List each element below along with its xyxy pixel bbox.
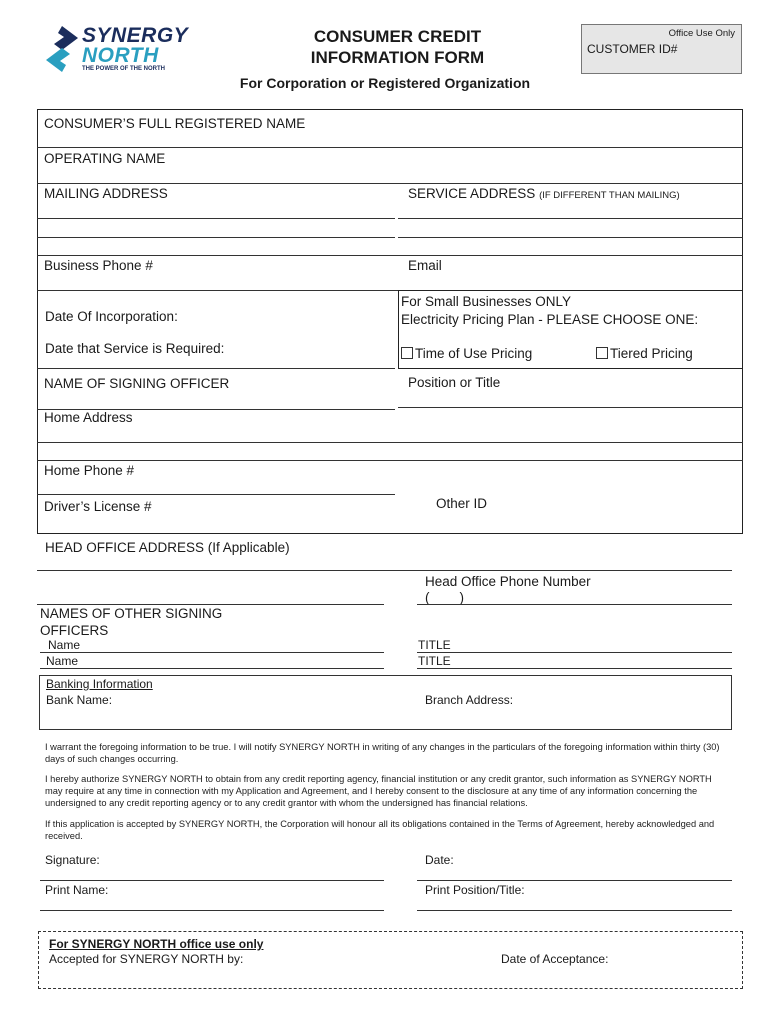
legal-paragraph-2: I hereby authorize SYNERGY NORTH to obtain from any credit reporting agency, financial institution or any credit grantor, such information as SYNERGY NORTH may require at any time in connection with my Application and Agreement, and I hereby consent to the disclosure at any time of any information concerning the undersigned to any credit reporting agency or to any credit grantor with whom the undersigned has financial relations.: [45, 774, 712, 808]
other-officers-heading: [40, 605, 222, 639]
other-officers-line2: OFFICERS: [40, 623, 109, 638]
office-use-heading: For SYNERGY NORTH office use only: [49, 937, 264, 951]
head-office-phone-label: Head Office Phone Number: [425, 574, 591, 589]
service-address-label: [408, 186, 680, 201]
mailing-address-label: MAILING ADDRESS: [44, 186, 168, 201]
date-service-label: Date that Service is Required:: [45, 341, 225, 356]
time-of-use-option[interactable]: [401, 346, 532, 361]
time-of-use-checkbox[interactable]: [401, 347, 413, 359]
other-officers-line1: NAMES OF OTHER SIGNING: [40, 606, 223, 621]
officer-title-1: TITLE: [418, 638, 451, 652]
small-business-label: For Small Businesses ONLY: [401, 294, 572, 309]
logo-mark-icon: [44, 24, 80, 74]
banking-heading: Banking Information: [46, 677, 153, 691]
pricing-plan-label: Electricity Pricing Plan - PLEASE CHOOSE ONE:: [401, 312, 699, 327]
accepted-by-label: Accepted for SYNERGY NORTH by:: [49, 952, 244, 966]
legal-paragraph-3: If this application is accepted by SYNERGY NORTH, the Corporation will honour all its obligations contained in the Terms of Agreement, hereby acknowledged and received.: [45, 819, 715, 841]
tiered-option[interactable]: [596, 346, 693, 361]
signing-officer-label: NAME OF SIGNING OFFICER: [44, 376, 230, 391]
company-logo: [44, 24, 204, 76]
service-address-note: (IF DIFFERENT THAN MAILING): [539, 190, 680, 201]
logo-line2: NORTH: [82, 44, 159, 67]
print-position-label: Print Position/Title:: [425, 883, 525, 897]
position-label: Position or Title: [408, 375, 501, 390]
signature-label: Signature:: [45, 853, 100, 867]
form-title: [285, 26, 510, 68]
title-line1: CONSUMER CREDIT: [313, 27, 482, 46]
officer-name-2: Name: [46, 654, 79, 668]
officer-name-1: Name: [48, 638, 81, 652]
legal-paragraph-1: I warrant the foregoing information to be true. I will notify SYNERGY NORTH in writing of any changes in the particulars of the foregoing information within thirty (30) days of such changes occurring.: [45, 742, 720, 764]
drivers-license-label: Driver’s License #: [44, 499, 152, 514]
officer-title-2: TITLE: [418, 654, 451, 668]
other-id-label: Other ID: [436, 496, 488, 511]
date-incorporation-label: Date Of Incorporation:: [45, 309, 178, 324]
customer-id-label: CUSTOMER ID#: [587, 42, 678, 56]
home-phone-label: Home Phone #: [44, 463, 135, 478]
business-phone-label: Business Phone #: [44, 258, 153, 273]
date-label: Date:: [425, 853, 454, 867]
tiered-checkbox[interactable]: [596, 347, 608, 359]
branch-address-label: Branch Address:: [425, 693, 514, 707]
title-line2: INFORMATION FORM: [310, 48, 485, 67]
tiered-label: Tiered Pricing: [610, 346, 693, 361]
service-address-text: SERVICE ADDRESS: [408, 186, 536, 201]
print-name-label: Print Name:: [45, 883, 109, 897]
full-name-label: CONSUMER’S FULL REGISTERED NAME: [44, 116, 306, 131]
operating-name-label: OPERATING NAME: [44, 151, 166, 166]
office-use-label: Office Use Only: [668, 28, 735, 39]
head-office-address-label: HEAD OFFICE ADDRESS (If Applicable): [45, 540, 290, 555]
head-office-phone-parens: ( ): [425, 590, 464, 605]
time-of-use-label: Time of Use Pricing: [415, 346, 533, 361]
date-acceptance-label: Date of Acceptance:: [501, 952, 609, 966]
bank-name-label: Bank Name:: [46, 693, 113, 707]
home-address-label: Home Address: [44, 410, 133, 425]
logo-line1: SYNERGY: [82, 24, 189, 47]
office-use-box: [581, 24, 742, 74]
form-subtitle: For Corporation or Registered Organization: [239, 75, 531, 91]
logo-tagline: THE POWER OF THE NORTH: [82, 66, 165, 72]
email-label: Email: [408, 258, 442, 273]
